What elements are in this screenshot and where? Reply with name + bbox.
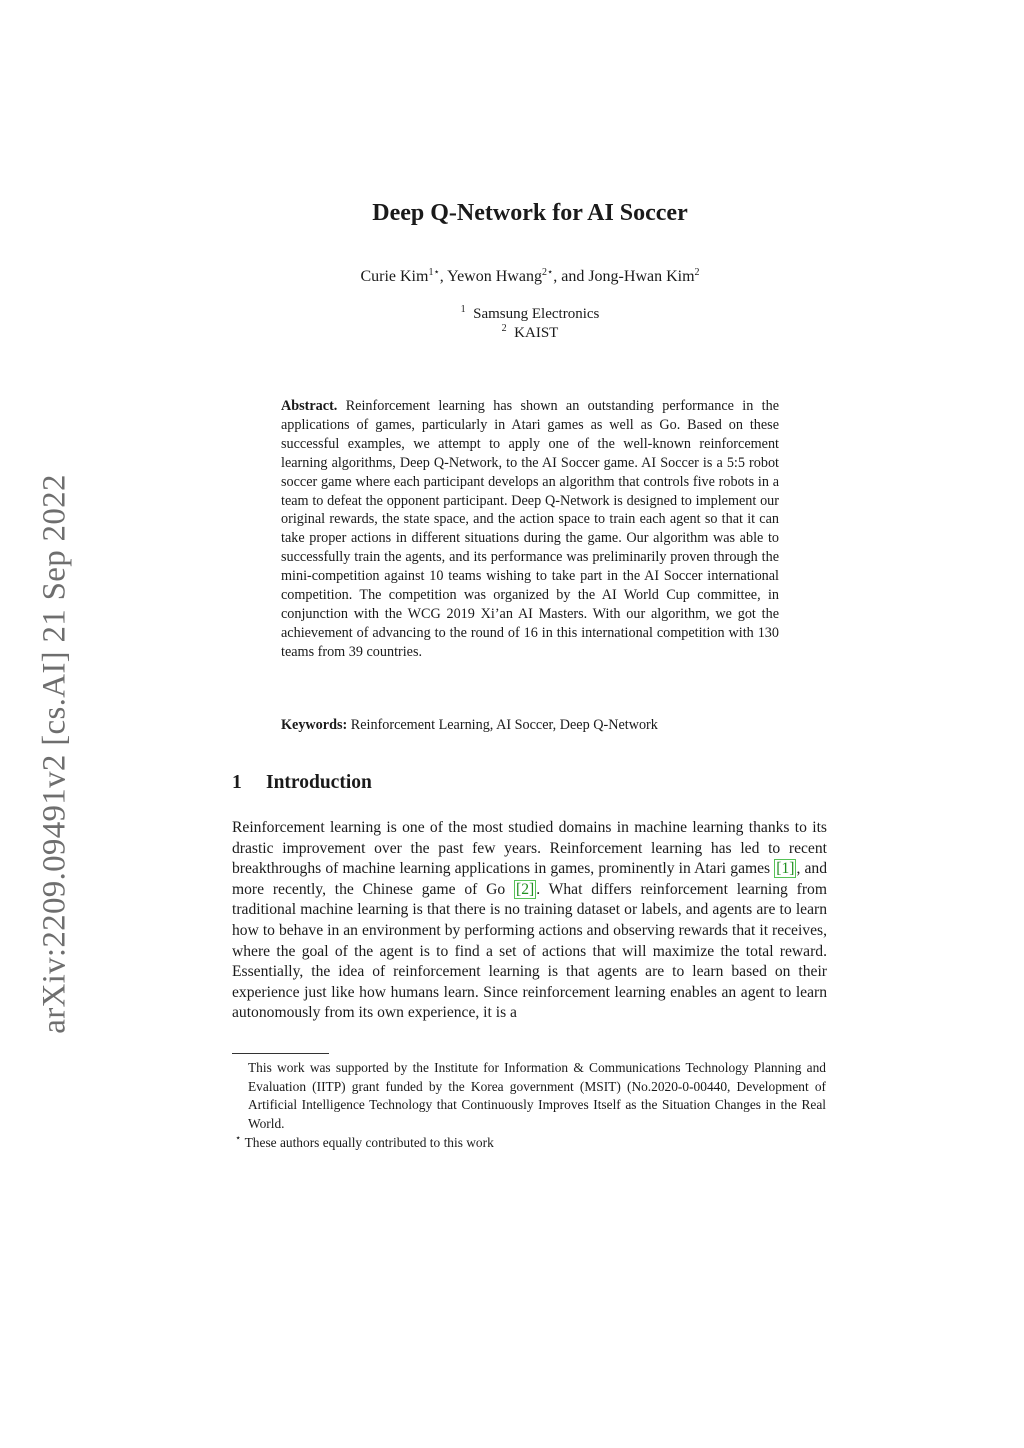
- section-title: Introduction: [266, 772, 372, 793]
- keywords-label: Keywords:: [281, 717, 348, 733]
- affiliation-name: Samsung Electronics: [473, 306, 600, 322]
- footnote-divider: [232, 1053, 329, 1054]
- author-list: [230, 268, 830, 286]
- funding-footnote: This work was supported by the Institute for Information & Communications Technology Planning and Evaluation (IITP) grant funded by the Korea government (MSIT) (No.2020-0-00440, Development of Artificial Intelligence Technology that Continuously Improves Itself as the Situation Changes in the Real World.: [248, 1060, 826, 1131]
- citation-link[interactable]: [2]: [516, 880, 535, 898]
- keywords: [281, 717, 779, 734]
- intro-text: . What differs reinforcement learning from traditional machine learning is that there is no training dataset or labels, and agents are to learn how to behave in an environment by performing actions and observing rewards that it receives, where the goal of the agent is to find a set of actions that will maximize the total reward. Essentially, the idea of reinforcement learning is that agents are to learn based on their experience just like how humans learn. Since reinforcement learning enables an agent to learn autonomously from its own experience, it is a: [232, 880, 827, 1022]
- affiliation-name: KAIST: [514, 325, 559, 341]
- affiliation-mark: 2: [501, 323, 507, 334]
- intro-paragraph: [232, 818, 827, 1024]
- intro-text: , and more recently, the Chinese game of Go: [232, 860, 828, 898]
- section-number: 1: [232, 772, 242, 793]
- equal-contribution-footnote: [235, 1134, 826, 1153]
- affiliation-mark: 1: [460, 304, 466, 315]
- author-separator: , and: [553, 268, 589, 285]
- citation-link[interactable]: [1]: [776, 860, 795, 878]
- author-name: Yewon Hwang: [447, 268, 542, 285]
- author-separator: ,: [439, 268, 448, 285]
- author-name: Jong-Hwan Kim: [588, 268, 695, 285]
- keywords-text: Reinforcement Learning, AI Soccer, Deep Q-Network: [350, 717, 658, 733]
- author-affil-mark: 2: [694, 267, 700, 278]
- arxiv-identifier: [30, 456, 80, 1052]
- author-affil-mark: 1⋆: [428, 267, 440, 278]
- footnote-mark: ⋆: [235, 1133, 242, 1144]
- abstract-label: Abstract.: [281, 398, 338, 414]
- section-heading: [232, 772, 372, 794]
- abstract: [281, 397, 779, 662]
- paper-title: Deep Q-Network for AI Soccer: [372, 200, 688, 226]
- affiliation: [230, 325, 830, 342]
- author-name: Curie Kim: [360, 268, 429, 285]
- arxiv-identifier-text: arXiv:2209.09491v2 [cs.AI] 21 Sep 2022: [36, 474, 73, 1034]
- intro-text: Reinforcement learning is one of the most studied domains in machine learning thanks to its drastic improvement over the past few years. Reinforcement learning has led to recent breakthroughs of machine learning applications in games, prominently in Atari games: [232, 819, 827, 878]
- author-affil-mark: 2⋆: [541, 267, 554, 278]
- footnote-text: These authors equally contributed to this work: [244, 1135, 494, 1150]
- abstract-text: Reinforcement learning has shown an outstanding performance in the applications of games, particularly in Atari games as well as Go. Based on these successful examples, we attempt to apply one of the well-known reinforcement learning algorithms, Deep Q-Network, to the AI Soccer game. AI Soccer is a 5:5 robot soccer game where each participant develops an algorithm that controls five robots in a team to defeat the opponent participant. Deep Q-Network is designed to implement our original rewards, the state space, and the action space to train each agent so that it can take proper actions in different situations during the game. Our algorithm was able to successfully train the agents, and its performance was preliminarily proven through the mini-competition against 10 teams wishing to take part in the AI Soccer international competition. The competition was organized by the AI World Cup committee, in conjunction with the WCG 2019 Xi’an AI Masters. With our algorithm, we got the achievement of advancing to the round of 16 in this international competition with 130 teams from 39 countries.: [281, 398, 780, 660]
- affiliation: [230, 306, 830, 323]
